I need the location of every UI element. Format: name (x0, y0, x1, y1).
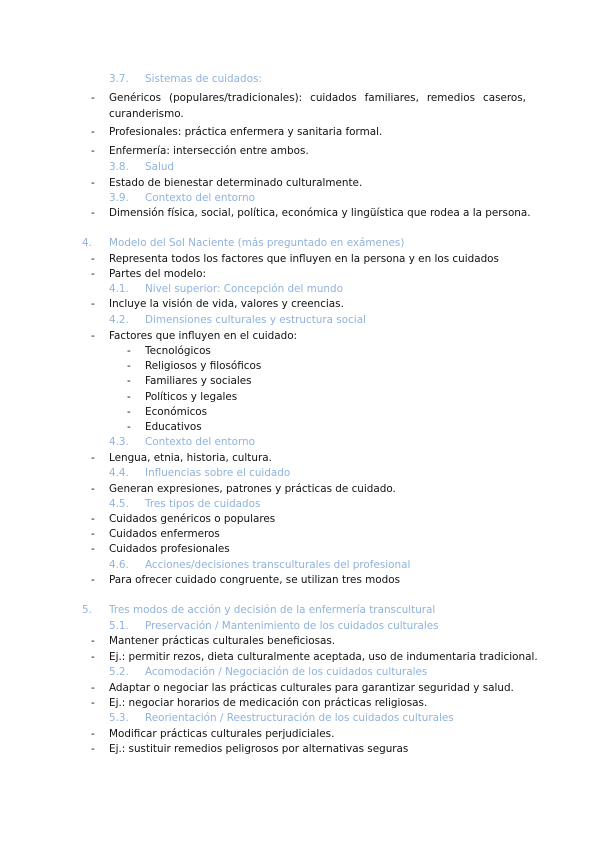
list-item-text: Ej.: permitir rezos, dieta culturalmente aceptada, uso de indumentaria tradicional. (109, 651, 538, 663)
heading-number: 4.6. (109, 559, 129, 571)
heading-title: Contexto del entorno (145, 192, 255, 204)
heading-4 (0, 236, 600, 251)
dash: - (91, 513, 95, 525)
list-item-text: Lengua, etnia, historia, cultura. (109, 452, 272, 464)
list-item-text: Familiares y sociales (145, 375, 252, 387)
list-item-text (109, 91, 526, 106)
heading-title: Reorientación / Reestructuración de los cuidados culturales (145, 712, 454, 724)
heading-number: 3.9. (109, 192, 129, 204)
list-item (0, 206, 600, 221)
dash: - (127, 375, 131, 387)
heading-number: 5.1. (109, 620, 129, 632)
dash: - (127, 421, 131, 433)
list-item (0, 451, 600, 466)
list-item-continuation (0, 107, 600, 122)
heading-3-7 (0, 72, 600, 87)
list-item-text: Para ofrecer cuidado congruente, se utilizan tres modos (109, 574, 401, 586)
list-item-text: Económicos (145, 406, 208, 418)
dash: - (91, 528, 95, 540)
list-item (0, 727, 600, 742)
heading-title: Sistemas de cuidados: (145, 73, 262, 85)
heading-4-1 (0, 282, 600, 297)
heading-3-9 (0, 191, 600, 206)
list-item-text: Representa todos los factores que influyen en la persona y en los cuidados (109, 253, 499, 265)
sub-list-item (0, 344, 600, 359)
heading-number: 4.3. (109, 436, 129, 448)
list-item-text: Ej.: negociar horarios de medicación con prácticas religiosas. (109, 697, 428, 709)
list-item-text: Incluye la visión de vida, valores y creencias. (109, 298, 344, 310)
list-item (0, 542, 600, 557)
list-item (0, 252, 600, 267)
heading-title: Salud (145, 161, 175, 173)
list-item (0, 125, 600, 140)
dash: - (91, 651, 95, 663)
list-item (0, 176, 600, 191)
heading-title: Acciones/decisiones transculturales del profesional (145, 559, 411, 571)
heading-title: Influencias sobre el cuidado (145, 467, 291, 479)
heading-5-1 (0, 619, 600, 634)
heading-number: 5. (82, 604, 92, 616)
dash: - (91, 635, 95, 647)
list-item-text: Generan expresiones, patrones y prácticas de cuidado. (109, 483, 396, 495)
heading-number: 4.5. (109, 498, 129, 510)
word: (populares/tradicionales): (169, 92, 303, 104)
list-item (0, 681, 600, 696)
list-item-text: Religiosos y filosóficos (145, 360, 262, 372)
dash: - (91, 145, 95, 157)
list-item (0, 329, 600, 344)
sub-list-item (0, 390, 600, 405)
dash: - (91, 697, 95, 709)
dash: - (91, 330, 95, 342)
heading-title: Preservación / Mantenimiento de los cuidados culturales (145, 620, 439, 632)
list-item-text: Profesionales: práctica enfermera y sanitaria formal. (109, 126, 383, 138)
list-item (0, 634, 600, 649)
heading-5 (0, 603, 600, 618)
dash: - (127, 406, 131, 418)
list-item-text: Enfermería: intersección entre ambos. (109, 145, 309, 157)
heading-4-5 (0, 497, 600, 512)
heading-number: 4.1. (109, 283, 129, 295)
dash: - (91, 452, 95, 464)
list-item (0, 527, 600, 542)
list-item-text: Tecnológicos (145, 345, 211, 357)
word: caseros, (482, 92, 526, 104)
list-item-text: Cuidados enfermeros (109, 528, 220, 540)
list-item-text: Educativos (145, 421, 202, 433)
list-item-text: Cuidados genéricos o populares (109, 513, 276, 525)
heading-title: Contexto del entorno (145, 436, 255, 448)
heading-title: Nivel superior: Concepción del mundo (145, 283, 343, 295)
sub-list-item (0, 420, 600, 435)
list-item-text: curanderismo. (109, 108, 184, 120)
dash: - (91, 207, 95, 219)
heading-number: 3.8. (109, 161, 129, 173)
dash: - (91, 268, 95, 280)
heading-3-8 (0, 160, 600, 175)
heading-4-4 (0, 466, 600, 481)
list-item (0, 91, 600, 106)
dash: - (91, 682, 95, 694)
list-item-text: Ej.: sustituir remedios peligrosos por alternativas seguras (109, 743, 409, 755)
list-item (0, 696, 600, 711)
heading-5-3 (0, 711, 600, 726)
word: Genéricos (109, 92, 162, 104)
list-item-text: Políticos y legales (145, 391, 238, 403)
list-item (0, 144, 600, 159)
word: remedios (426, 92, 476, 104)
heading-title: Modelo del Sol Naciente (más preguntado en exámenes) (109, 237, 405, 249)
heading-number: 5.3. (109, 712, 129, 724)
list-item-text: Dimensión física, social, política, económica y lingüística que rodea a la persona. (109, 207, 531, 219)
dash: - (127, 391, 131, 403)
heading-title: Acomodación / Negociación de los cuidados culturales (145, 666, 428, 678)
list-item-text: Adaptar o negociar las prácticas culturales para garantizar seguridad y salud. (109, 682, 514, 694)
dash: - (91, 298, 95, 310)
heading-title: Dimensiones culturales y estructura social (145, 314, 366, 326)
dash: - (127, 345, 131, 357)
dash: - (91, 253, 95, 265)
heading-4-3 (0, 435, 600, 450)
list-item-text: Modificar prácticas culturales perjudiciales. (109, 728, 335, 740)
heading-number: 4.2. (109, 314, 129, 326)
list-item-text: Partes del modelo: (109, 268, 207, 280)
heading-4-6 (0, 558, 600, 573)
sub-list-item (0, 374, 600, 389)
list-item (0, 297, 600, 312)
dash: - (91, 574, 95, 586)
list-item (0, 650, 600, 665)
dash: - (91, 728, 95, 740)
list-item (0, 573, 600, 588)
list-item-text: Cuidados profesionales (109, 543, 230, 555)
dash: - (91, 743, 95, 755)
heading-number: 4.4. (109, 467, 129, 479)
sub-list-item (0, 359, 600, 374)
word: familiares, (364, 92, 419, 104)
word: cuidados (310, 92, 357, 104)
heading-number: 3.7. (109, 73, 129, 85)
heading-number: 5.2. (109, 666, 129, 678)
list-item (0, 512, 600, 527)
list-item-text: Mantener prácticas culturales beneficiosas. (109, 635, 336, 647)
dash: - (91, 177, 95, 189)
dash: - (91, 126, 95, 138)
heading-title: Tres modos de acción y decisión de la enfermería transcultural (109, 604, 436, 616)
dash: - (91, 543, 95, 555)
heading-title: Tres tipos de cuidados (145, 498, 261, 510)
dash: - (127, 360, 131, 372)
heading-4-2 (0, 313, 600, 328)
dash: - (91, 92, 95, 104)
sub-list-item (0, 405, 600, 420)
list-item-text: Estado de bienestar determinado culturalmente. (109, 177, 363, 189)
list-item (0, 742, 600, 757)
dash: - (91, 483, 95, 495)
list-item (0, 482, 600, 497)
list-item (0, 267, 600, 282)
list-item-text: Factores que influyen en el cuidado: (109, 330, 298, 342)
heading-5-2 (0, 665, 600, 680)
heading-number: 4. (82, 237, 92, 249)
